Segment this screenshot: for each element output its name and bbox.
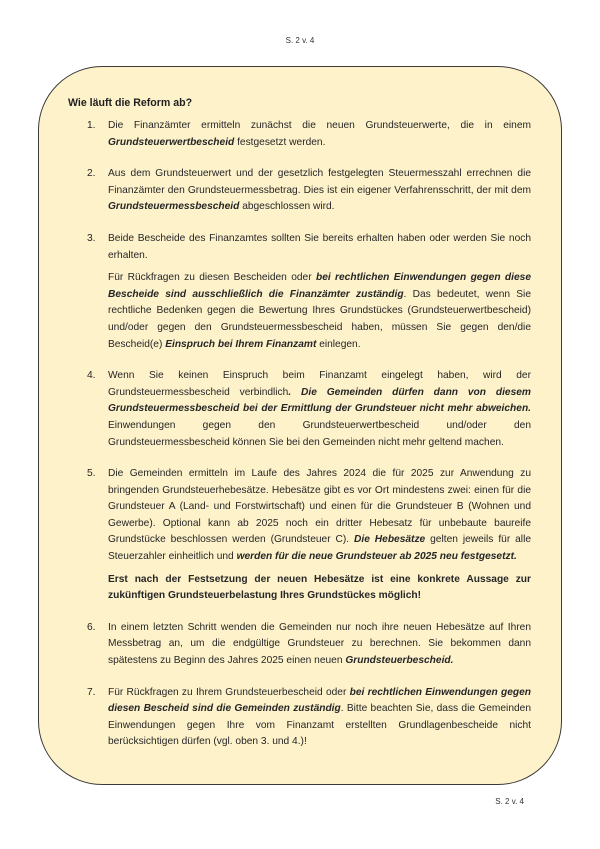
item-text: Die Finanzämter ermitteln zunächst die neuen Grundsteuerwerte, die in einem Grundsteuerwertbescheid festgesetzt werden. [108, 120, 531, 148]
item-text: Die Gemeinden ermitteln im Laufe des Jahres 2024 die für 2025 zur Anwendung zu bringenden Grundsteuerhebesätze. Hebesätze gibt es vor Ort mindestens zwei: einen für die Grundsteuer A (Land- und Forstwirtschaft) und einen für die Grundsteuer B (Wohnen und Gewerbe). Optional kann ab 2025 noch ein dritter Hebesatz für unbebaute baureife Grundstücke beschlossen werden (Grundsteuer C). Die Hebesätze gelten jeweils für alle Steuerzahler einheitlich und werden für die neue Grundsteuer ab 2025 neu festgesetzt. [108, 468, 531, 563]
item-number: 1. [87, 120, 96, 131]
item-text: Wenn Sie keinen Einspruch beim Finanzamt eingelegt haben, wird der Grundsteuermessbescheid verbindlich. Die Gemeinden dürfen dann von diesem Grundsteuermessbescheid bei der Ermittlung der Grundsteuer nicht mehr abweichen. Einwendungen gegen den Grundsteuerwertbescheid und/oder den Grundsteuermessbescheid können Sie bei den Gemeinden nicht mehr geltend machen. [108, 370, 531, 448]
item-text: In einem letzten Schritt wenden die Gemeinden nur noch ihre neuen Hebesätze auf Ihren Messbetrag an, um die endgültige Grundsteuer zu berechnen. Sie bekommen dann spätestens zu Beginn des Jahres 2025 einen neuen Grundsteuerbescheid. [108, 621, 531, 667]
item-number: 6. [87, 621, 96, 633]
item-number: 2. [87, 168, 96, 180]
item-number: 4. [87, 370, 96, 382]
reform-info-panel [38, 66, 562, 785]
list-item-1 [68, 118, 531, 151]
item-text: Aus dem Grundsteuerwert und der gesetzlich festgelegten Steuermesszahl errechnen die Finanzämter den Grundsteuermessbetrag. Dies ist ein eigener Verfahrensschritt, der mit dem Grundsteuermessbescheid abgeschlossen wird. [108, 168, 531, 213]
page-number-top: S. 2 v. 4 [285, 36, 315, 45]
item-text: Beide Bescheide des Finanzamtes sollten Sie bereits erhalten haben oder werden Sie noch erhalten. [108, 232, 531, 261]
list-item-7 [68, 685, 531, 751]
list-item-5 [68, 466, 531, 605]
page-number-bottom: S. 2 v. 4 [495, 797, 524, 806]
item-number: 5. [87, 468, 96, 480]
item-text-2: Für Rückfragen zu diesen Bescheiden oder bei rechtlichen Einwendungen gegen diese Bescheide sind ausschließlich die Finanzämter zuständig. Das bedeutet, wenn Sie rechtliche Bedenken gegen die Bewertung Ihres Grundstückes (Grundsteuerwertbescheid) und/oder gegen den Grundsteuermessbescheid haben, müssen Sie gegen den/die Bescheid(e) Einspruch bei Ihrem Finanzamt einlegen. [108, 272, 531, 350]
item-number: 7. [87, 686, 96, 698]
item-text: Für Rückfragen zu Ihrem Grundsteuerbescheid oder bei rechtlichen Einwendungen gegen diesen Bescheid sind die Gemeinden zuständig. Bitte beachten Sie, dass die Gemeinden Einwendungen gegen Ihre vom Finanzamt erstellten Grundlagenbescheide nicht berücksichtigen dürfen (vgl. oben 3. und 4.)! [108, 686, 531, 748]
section-heading: Wie läuft die Reform ab? [68, 97, 193, 109]
list-item-6 [68, 620, 531, 670]
item-number: 3. [87, 232, 96, 244]
steps-list [68, 118, 531, 751]
list-item-3 [68, 231, 531, 353]
item-text-2: Erst nach der Festsetzung der neuen Hebesätze ist eine konkrete Aussage zur zukünftigen Grundsteuerbelastung Ihres Grundstückes möglich! [108, 573, 531, 602]
list-item-2 [68, 166, 531, 216]
list-item-4 [68, 368, 531, 451]
